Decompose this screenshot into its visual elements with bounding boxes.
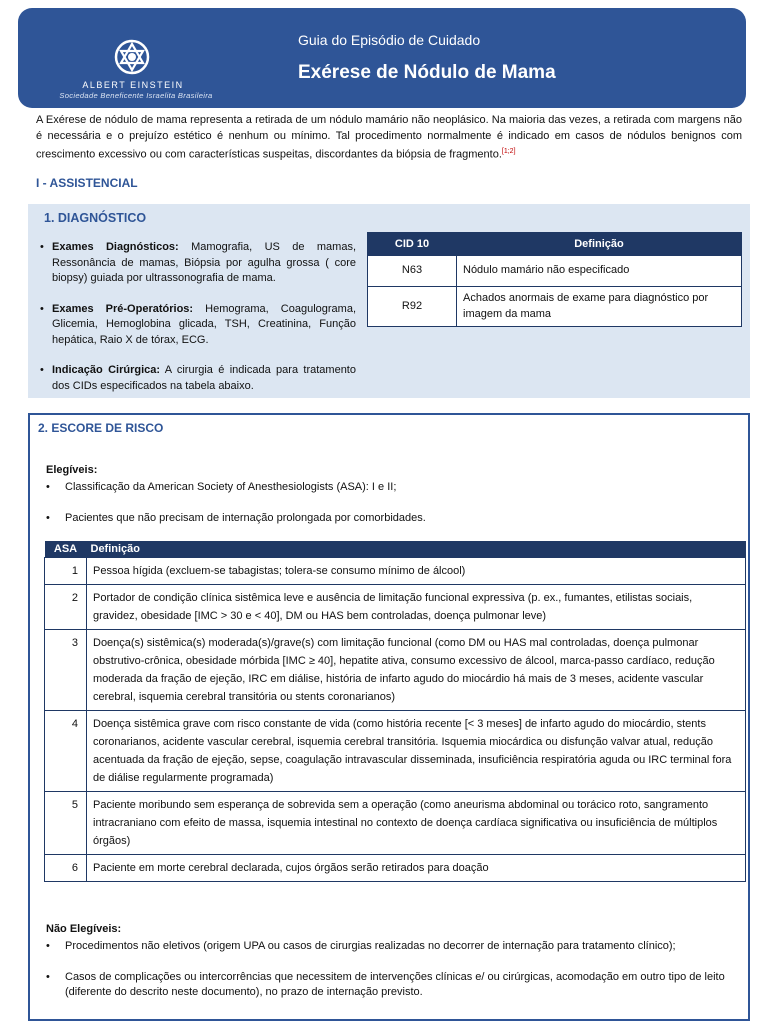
item-text: Hemograma, Coagulograma, Glicemia, Hemoglobina glicada, TSH, Creatinina, Função hepática, Raio X de tórax, ECG. <box>52 302 357 346</box>
list-item: • Pacientes que não precisam de internação prolongada por comorbidades. <box>46 511 746 527</box>
table-row <box>45 558 746 585</box>
asa-definition: Paciente em morte cerebral declarada, cujos órgãos serão retirados para doação <box>87 855 746 882</box>
table-row <box>45 585 746 630</box>
item-text: Mamografia, US de mamas, Ressonância de mamas, Biópsia por agulha grossa ( core biopsy) guiada por ultrassonografia de mama. <box>52 241 356 284</box>
header-banner <box>18 8 746 108</box>
asa-table <box>44 541 746 882</box>
cid-header-row <box>368 233 742 256</box>
cid-code: N63 <box>368 256 457 287</box>
intro-text: A Exérese de nódulo de mama representa a retirada de um nódulo mamário não neoplásico. Na maioria das vezes, a retirada com margens não é necessária e o prejuízo estético é nenhum ou mínimo. Tal procedimento normalmente é indicado em casos de nódulos benignos com crescimento excessivo ou com características suspeitas, discordantes da biópsia de fragmento. <box>36 114 742 161</box>
table-row <box>45 711 746 792</box>
escore-title: 2. ESCORE DE RISCO <box>38 421 164 435</box>
list-item: • Casos de complicações ou intercorrências que necessitem de intervenções clínicas e/ ou cirúrgicas, acomodação em outro tipo de leito (diferente do descrito neste documento), no prazo de internação previsto. <box>46 970 746 1001</box>
asa-header: ASA <box>45 541 87 558</box>
list-item <box>38 240 356 287</box>
section-title: I - ASSISTENCIAL <box>36 176 138 190</box>
asa-definition: Doença sistêmica grave com risco constante de vida (como história recente [< 3 meses] de infarto agudo do miocárdio, stents coronarianos, acidente vascular cerebral, isquemia cerebral transitória. Isquemia miocárdica ou disfunção valvar atual, redução acentuada da fração de ejeção, sepse, coagulação intravascular disseminada, insuficiência respiratória aguda ou IRC terminal fora de diálise regularmente programada) <box>87 711 746 792</box>
intro-paragraph <box>36 113 742 163</box>
cid-header: CID 10 <box>368 233 457 256</box>
elegiveis-title: Elegíveis: <box>46 464 98 476</box>
list-item <box>38 363 356 394</box>
table-row <box>368 256 742 287</box>
asa-class: 2 <box>45 585 87 630</box>
item-label: Exames Diagnósticos: <box>52 241 179 253</box>
diagnostico-list <box>38 240 356 409</box>
elegiveis-list <box>46 480 746 526</box>
table-row <box>45 792 746 855</box>
guide-label: Guia do Episódio de Cuidado <box>298 32 481 48</box>
logo-name: ALBERT EINSTEIN <box>82 80 184 90</box>
nao-elegiveis-title: Não Elegíveis: <box>46 923 122 935</box>
asa-class: 3 <box>45 630 87 711</box>
intro-reference[interactable]: [1;2] <box>501 148 516 155</box>
asa-class: 5 <box>45 792 87 855</box>
diagnostico-panel <box>28 204 750 398</box>
item-label: Exames Pré-Operatórios: <box>52 302 194 315</box>
item-label: Indicação Cirúrgica: <box>52 364 161 376</box>
cid-definition: Achados anormais de exame para diagnóstico por imagem da mama <box>457 287 742 327</box>
item-text: A cirurgia é indicada para tratamento dos CIDs especificados na tabela abaixo. <box>52 364 356 392</box>
asa-class: 1 <box>45 558 87 585</box>
cid-code: R92 <box>368 287 457 327</box>
asa-class: 6 <box>45 855 87 882</box>
star-of-david-icon <box>114 38 150 76</box>
asa-header-row <box>45 541 746 558</box>
list-item <box>38 302 356 349</box>
definition-header: Definição <box>87 541 746 558</box>
asa-definition: Pessoa hígida (excluem-se tabagistas; tolera-se consumo mínimo de álcool) <box>87 558 746 585</box>
list-item: • Classificação da American Society of Anesthesiologists (ASA): I e II; <box>46 480 746 496</box>
asa-definition: Portador de condição clínica sistêmica leve e ausência de limitação funcional expressiva (p. ex., fumantes, etilistas sociais, gravidez, obesidade [IMC > 30 e < 40], DM ou HAS bem controladas, doença pulmonar leve) <box>87 585 746 630</box>
asa-definition: Doença(s) sistêmica(s) moderada(s)/grave(s) com limitação funcional (como DM ou HAS mal controladas, doença pulmonar obstrutivo-crônica, obesidade mórbida [IMC ≥ 40], hepatite ativa, consumo excessivo de álcool, marca-passo cardíaco, redução moderada da fração de ejeção, IRC em diálise, história de infarto agudo do miocárdio há mais de 3 meses, acidente vascular cerebral, isquemia cerebral transitória ou stents coronarianos) <box>87 630 746 711</box>
logo-subtitle: Sociedade Beneficente Israelita Brasileira <box>59 91 213 100</box>
list-item: • Procedimentos não eletivos (origem UPA ou casos de cirurgias realizadas no decorrer de internação para tratamento clínico); <box>46 939 746 955</box>
page-title: Exérese de Nódulo de Mama <box>298 62 556 83</box>
asa-class: 4 <box>45 711 87 792</box>
asa-definition: Paciente moribundo sem esperança de sobrevida sem a operação (como aneurisma abdominal ou torácico roto, sangramento intracraniano com efeito de massa, isquemia intestinal no contexto de doença cardíaca significativa ou insuficiência de múltiplos órgãos) <box>87 792 746 855</box>
cid-definition: Nódulo mamário não especificado <box>457 256 742 287</box>
nao-elegiveis-list <box>46 939 746 1001</box>
escore-panel <box>28 413 750 1021</box>
table-row <box>45 855 746 882</box>
cid-table <box>367 232 742 327</box>
table-row <box>45 630 746 711</box>
definition-header: Definição <box>457 233 742 256</box>
diagnostico-title: 1. DIAGNÓSTICO <box>44 211 147 225</box>
table-row <box>368 287 742 327</box>
einstein-logo <box>48 38 218 108</box>
